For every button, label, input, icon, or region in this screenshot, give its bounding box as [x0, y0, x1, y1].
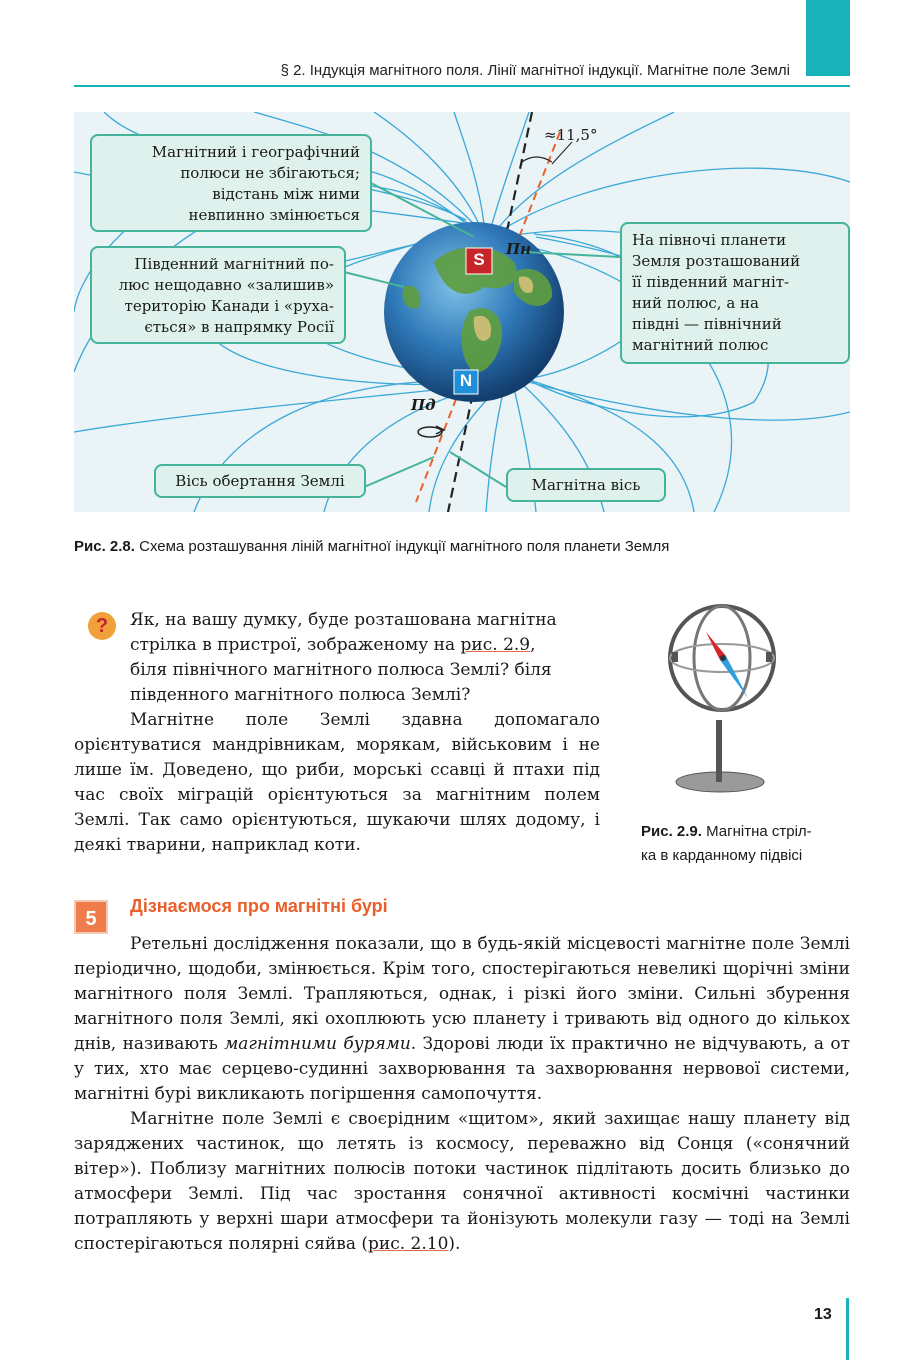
callout-line: територію Канади і «руха- — [124, 297, 334, 315]
question-text-part: стрілка в пристрої, зображеному на — [130, 635, 461, 655]
compass-gimbal-illustration — [650, 596, 790, 796]
paragraph-orientation — [74, 708, 600, 858]
figure-2-9-caption — [641, 820, 812, 868]
callout-line: Земля розташований — [632, 252, 801, 270]
angle-label: ≈11,5° — [544, 126, 598, 144]
question-line: Як, на вашу думку, буде розташована магнітна — [130, 610, 557, 630]
pole-n-label: N — [459, 371, 473, 390]
callout-line: ний полюс, а на — [632, 294, 759, 312]
header-rule — [74, 85, 850, 87]
emphasis-term: магнітними бурями — [224, 1034, 411, 1054]
page-number-bar — [846, 1298, 849, 1360]
geographic-north-label: Пн — [506, 240, 532, 258]
callout-line: полюси не збігаються; — [180, 164, 360, 182]
caption-line: ка в карданному підвісі — [641, 847, 803, 864]
paragraph-text: Магнітне поле Землі здавна допомагало орієнтуватися мандрівникам, морякам, військовим і не лише їм. Доведено, що риби, морські ссавці й птахи під час своїх міграцій орієнтуються за магнітним полем Землі. Так само орієнтуються, шукаючи шлях додому, і деякі тварини, наприклад коти. — [74, 710, 600, 855]
callout-line: На півночі планети — [632, 231, 787, 249]
callout-line: Магнітний і географічний — [151, 143, 360, 161]
callout-line: її південний магніт- — [632, 273, 790, 291]
callout-line: магнітний полюс — [632, 336, 769, 354]
question-text-part: , — [530, 635, 536, 655]
figure-ref-link[interactable]: рис. 2.9 — [460, 635, 531, 655]
figure-ref-link[interactable]: рис. 2.10 — [368, 1234, 449, 1254]
section-number-badge: 5 — [74, 900, 108, 934]
callout-pole-positions — [620, 222, 850, 364]
callout-magnetic-axis: Магнітна вісь — [506, 468, 666, 502]
pole-s-label: S — [473, 250, 485, 269]
running-header: § 2. Індукція магнітного поля. Лінії магнітної індукції. Магнітне поле Землі — [280, 62, 790, 79]
paragraph-text — [74, 1107, 850, 1257]
text-part: . Здорові люди їх практично не відчувають, а от у тих, хто має серцево-судинні захворювання та захворювання нервової системи, магнітні бурі викликають погіршення самопочуття. — [74, 1034, 850, 1104]
caption-text: Схема розташування ліній магнітної індукції магнітного поля планети Земля — [134, 538, 670, 555]
callout-line: півдні — північний — [632, 315, 782, 333]
callout-rotation-axis: Вісь обертання Землі — [154, 464, 366, 498]
text-part: Ретельні дослідження показали, що в будь-якій місцевості магнітне поле Землі періодично, щодоби, змінюється. Крім того, спостерігаються невеликі щорічні зміни магнітного поля Землі. Трапляються, однак, і різкі його зміни. Сильні збурення магнітного поля Землі, які охоплюють усю планету і тривають від одного до кількох днів, називають — [74, 934, 850, 1054]
caption-text: Магнітна стріл- — [701, 823, 812, 840]
page-number: 13 — [814, 1306, 832, 1323]
callout-line: невпинно змінюється — [188, 206, 360, 224]
callout-poles-not-coincide — [90, 134, 372, 232]
callout-line: відстань між ними — [212, 185, 360, 203]
geographic-south-label: Пд — [411, 396, 436, 414]
caption-label: Рис. 2.8. — [74, 538, 135, 555]
section-title: Дізнаємося про магнітні бурі — [130, 896, 388, 916]
paragraph-magnetic-storms — [74, 932, 850, 1257]
question-text — [130, 608, 600, 708]
callout-line: Південний магнітний по- — [134, 255, 334, 273]
caption-line — [641, 820, 812, 844]
question-line: південного магнітного полюса Землі? — [130, 685, 471, 705]
caption-label: Рис. 2.9. — [641, 823, 702, 840]
question-line: біля північного магнітного полюса Землі? біля — [130, 660, 552, 680]
callout-south-pole-moving — [90, 246, 346, 344]
text-part: ). — [448, 1234, 461, 1254]
paragraph-text — [74, 932, 850, 1107]
callout-line: ється» в напрямку Росії — [144, 318, 334, 336]
text-part: Магнітне поле Землі є своєрідним «щитом», який захищає нашу планету від заряджених частинок, що летять із космосу, переважно від Сонця («сонячний вітер»). Поблизу магнітних полюсів потоки частинок підлітають досить близько до атмосфери Землі. Під час зростання сонячної активності космічні частинки потрапляють у верхні шари атмосфери та йонізують молекули газу — тоді на Землі спостерігаються полярні сяйва ( — [74, 1109, 850, 1254]
figure-earth-magnetic-field — [74, 112, 850, 512]
header-accent-bar — [806, 0, 850, 76]
figure-2-8-caption — [74, 538, 669, 555]
question-icon: ? — [88, 612, 116, 640]
callout-line: люс нещодавно «залишив» — [118, 276, 334, 294]
question-line — [130, 633, 600, 658]
